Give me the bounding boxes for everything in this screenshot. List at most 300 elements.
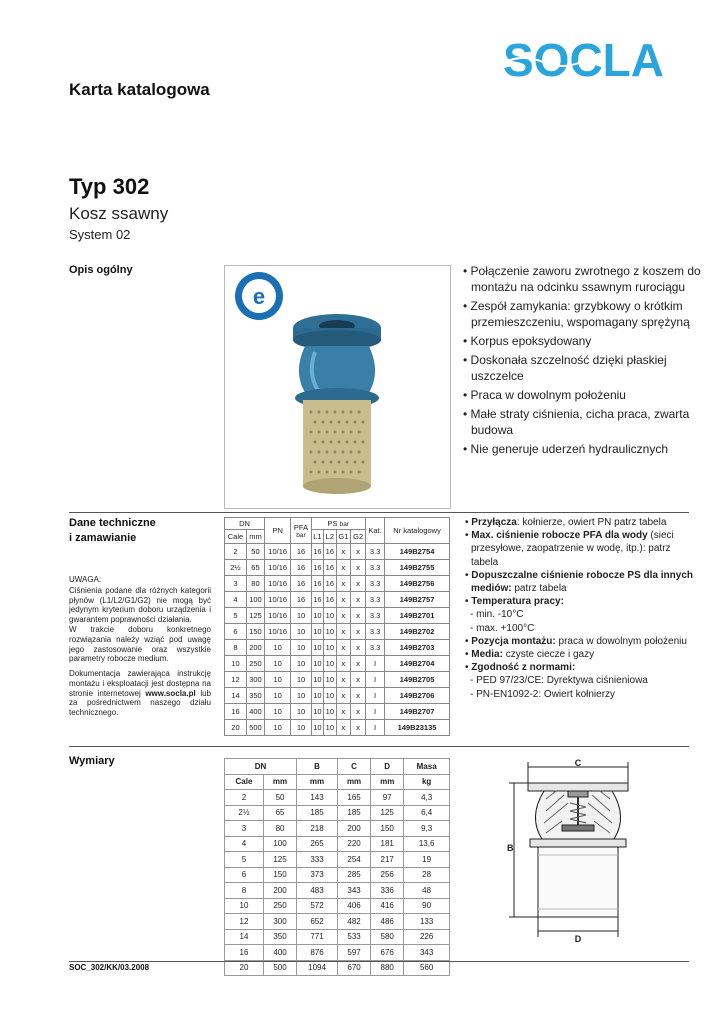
uwaga-paragraph: Ciśnienia podane dla różnych kategorii płynów (L1/L2/G1/G2) nie mogą być jedynym kryterium doboru urządzenia i gwarantem poprawności działania. — [69, 585, 211, 625]
uwaga-title: UWAGA: — [69, 575, 102, 584]
uwaga-note — [69, 575, 211, 664]
th-g2: G2 — [351, 530, 366, 544]
table-row — [225, 720, 450, 736]
dimension-label-c: C — [574, 759, 582, 768]
cell-cale: 4 — [225, 592, 247, 608]
cell-masa: 6,4 — [404, 805, 450, 821]
cell-pfa: 10 — [291, 688, 311, 704]
certification-badge-icon — [235, 272, 283, 320]
valve-cross-section-drawing — [506, 759, 654, 949]
table-row — [225, 852, 450, 868]
cell-masa: 19 — [404, 852, 450, 868]
cell-kat: I — [365, 672, 384, 688]
cell-d: 336 — [371, 883, 404, 899]
cell-l1: 10 — [311, 704, 323, 720]
cell-d: 217 — [371, 852, 404, 868]
section-label-opis: Opis ogólny — [69, 264, 133, 276]
cell-l1: 16 — [311, 544, 323, 560]
cell-cale: 14 — [225, 929, 264, 945]
cell-pfa: 10 — [291, 720, 311, 736]
cell-l2: 10 — [324, 624, 336, 640]
cell-g2: x — [351, 672, 366, 688]
dimension-label-b: B — [507, 843, 514, 853]
cell-pn: 10 — [264, 656, 290, 672]
th-mm: mm — [246, 530, 264, 544]
cell-c: 343 — [337, 883, 370, 899]
cell-g1: x — [336, 656, 351, 672]
cell-cale: 14 — [225, 688, 247, 704]
th-dn: DN — [225, 759, 297, 775]
footer-divider — [69, 961, 689, 962]
cell-b: 652 — [297, 914, 338, 930]
cell-pfa: 10 — [291, 672, 311, 688]
cell-cale: 16 — [225, 945, 264, 961]
cell-l2: 10 — [324, 656, 336, 672]
cell-g2: x — [351, 640, 366, 656]
cell-cale: 10 — [225, 898, 264, 914]
table-row — [225, 560, 450, 576]
socla-logo-mark — [503, 32, 685, 84]
table-row — [225, 544, 450, 560]
cell-l2: 10 — [324, 672, 336, 688]
cell-pfa: 16 — [291, 560, 311, 576]
cell-pfa: 10 — [291, 624, 311, 640]
cell-c: 254 — [337, 852, 370, 868]
cell-mm: 125 — [246, 608, 264, 624]
cell-l2: 10 — [324, 720, 336, 736]
cell-catalog-number: 149B2704 — [385, 656, 450, 672]
table-row — [225, 592, 450, 608]
spec-value: patrz tabela — [511, 583, 567, 595]
cell-masa: 560 — [404, 960, 450, 976]
cell-l2: 16 — [324, 560, 336, 576]
cell-d: 150 — [371, 821, 404, 837]
cell-d: 676 — [371, 945, 404, 961]
th-c: C — [337, 759, 370, 775]
cell-c: 406 — [337, 898, 370, 914]
cell-pn: 10 — [264, 704, 290, 720]
cell-d: 97 — [371, 790, 404, 806]
cell-l2: 10 — [324, 704, 336, 720]
th-pfa — [291, 518, 311, 544]
cell-mm: 250 — [246, 656, 264, 672]
cell-cale: 2½ — [225, 805, 264, 821]
dimension-label-d: D — [574, 934, 582, 944]
documentation-note-text: Dokumentacja zawierająca instrukcję montażu i eksploatacji jest dostępna na stronie internetowej — [69, 669, 211, 698]
cell-catalog-number: 149B2706 — [385, 688, 450, 704]
cell-pn: 10/16 — [264, 624, 290, 640]
cell-catalog-number: 149B2705 — [385, 672, 450, 688]
table-row — [225, 576, 450, 592]
th-ps — [311, 518, 365, 530]
opis-bullet: • Zespół zamykania: grzybkowy o krótkim przemieszczeniu, wspomagany sprężyną — [461, 298, 701, 330]
th-l1: L1 — [311, 530, 323, 544]
th-mm: mm — [297, 774, 338, 790]
table-row — [225, 821, 450, 837]
spec-key: Media: — [471, 649, 503, 661]
cell-mm: 500 — [246, 720, 264, 736]
cell-cale: 5 — [225, 608, 247, 624]
cell-l1: 10 — [311, 640, 323, 656]
cell-cale: 2½ — [225, 560, 247, 576]
cell-l1: 16 — [311, 560, 323, 576]
cell-kat: I — [365, 688, 384, 704]
cell-l1: 10 — [311, 624, 323, 640]
section-label-dane-line2: i zamawianie — [69, 532, 137, 544]
cell-pfa: 16 — [291, 544, 311, 560]
cell-cale: 12 — [225, 672, 247, 688]
cell-g1: x — [336, 720, 351, 736]
cell-pn: 10/16 — [264, 544, 290, 560]
cell-mm: 50 — [246, 544, 264, 560]
opis-bullet-list — [461, 263, 701, 460]
cell-cale: 2 — [225, 544, 247, 560]
th-ps-label: PS — [327, 519, 338, 528]
cell-g2: x — [351, 688, 366, 704]
spec-key: Zgodność z normami: — [471, 662, 576, 674]
cell-kat: 3.3 — [365, 608, 384, 624]
cell-catalog-number: 149B23135 — [385, 720, 450, 736]
th-d: D — [371, 759, 404, 775]
documentation-note-text: lub za pośrednictwem naszego działu technicznego. — [69, 688, 211, 718]
th-pn: PN — [264, 518, 290, 544]
cell-pfa: 10 — [291, 640, 311, 656]
cell-cale: 10 — [225, 656, 247, 672]
opis-bullet: • Doskonała szczelność dzięki płaskiej uszczelce — [461, 352, 701, 384]
cell-b: 483 — [297, 883, 338, 899]
spec-key: Dopuszczalne ciśnienie robocze PS dla innych mediów: — [471, 569, 694, 595]
cell-masa: 13,6 — [404, 836, 450, 852]
technical-specs-list — [463, 516, 698, 701]
cell-g1: x — [336, 624, 351, 640]
cell-b: 218 — [297, 821, 338, 837]
cell-kat: 3.3 — [365, 592, 384, 608]
table-row — [225, 608, 450, 624]
cell-b: 572 — [297, 898, 338, 914]
cell-l1: 10 — [311, 656, 323, 672]
cell-pn: 10/16 — [264, 592, 290, 608]
table-row — [225, 688, 450, 704]
cell-mm: 400 — [246, 704, 264, 720]
cell-d: 486 — [371, 914, 404, 930]
cell-g2: x — [351, 576, 366, 592]
cell-masa: 343 — [404, 945, 450, 961]
cell-masa: 48 — [404, 883, 450, 899]
cell-l2: 16 — [324, 592, 336, 608]
cell-pn: 10 — [264, 640, 290, 656]
cell-catalog-number: 149B2701 — [385, 608, 450, 624]
cell-mm: 500 — [263, 960, 296, 976]
cell-b: 265 — [297, 836, 338, 852]
cell-cale: 8 — [225, 883, 264, 899]
th-kat: Kat. — [365, 518, 384, 544]
cell-cale: 12 — [225, 914, 264, 930]
table-row — [225, 640, 450, 656]
cell-l2: 10 — [324, 688, 336, 704]
cell-mm: 100 — [263, 836, 296, 852]
th-mm: mm — [337, 774, 370, 790]
opis-bullet: • Małe straty ciśnienia, cicha praca, zwarta budowa — [461, 406, 701, 438]
table-row — [225, 945, 450, 961]
cell-masa: 28 — [404, 867, 450, 883]
cell-cale: 5 — [225, 852, 264, 868]
cell-l1: 10 — [311, 720, 323, 736]
cell-pfa: 10 — [291, 656, 311, 672]
th-cale: Cale — [225, 774, 264, 790]
cell-pn: 10 — [264, 720, 290, 736]
table-row — [225, 929, 450, 945]
cell-mm: 125 — [263, 852, 296, 868]
opis-bullet: • Praca w dowolnym położeniu — [461, 387, 701, 403]
th-cale: Cale — [225, 530, 247, 544]
section-label-wymiary: Wymiary — [69, 755, 115, 767]
cell-catalog-number: 149B2702 — [385, 624, 450, 640]
th-l2: L2 — [324, 530, 336, 544]
cell-pn: 10 — [264, 688, 290, 704]
cell-g1: x — [336, 672, 351, 688]
spec-subitem: - PN-EN1092-2: Owiert kołnierzy — [470, 688, 616, 700]
cell-mm: 300 — [246, 672, 264, 688]
spec-value: (sieci przesyłowe, zaopatrzenie w wodę, itp.): patrz tabela — [471, 530, 674, 568]
technical-drawing — [506, 759, 654, 949]
cell-pfa: 16 — [291, 576, 311, 592]
section-label-dane-line1: Dane techniczne — [69, 517, 156, 529]
cell-g1: x — [336, 576, 351, 592]
cell-l2: 16 — [324, 576, 336, 592]
th-pfa-label: PFA — [293, 522, 309, 532]
cell-cale: 8 — [225, 640, 247, 656]
spec-value: praca w dowolnym położeniu — [555, 635, 687, 647]
table-row — [225, 704, 450, 720]
th-mm: mm — [371, 774, 404, 790]
cell-c: 597 — [337, 945, 370, 961]
cell-mm: 65 — [246, 560, 264, 576]
cell-c: 482 — [337, 914, 370, 930]
cell-cale: 2 — [225, 790, 264, 806]
cell-pfa: 10 — [291, 704, 311, 720]
table-row — [225, 656, 450, 672]
cell-c: 185 — [337, 805, 370, 821]
cell-pn: 10/16 — [264, 560, 290, 576]
cell-kat: I — [365, 656, 384, 672]
cell-l1: 16 — [311, 592, 323, 608]
cell-mm: 100 — [246, 592, 264, 608]
cell-mm: 65 — [263, 805, 296, 821]
table-row — [225, 883, 450, 899]
th-dn: DN — [225, 518, 265, 530]
spec-item — [463, 648, 698, 661]
cell-kat: 3.3 — [365, 544, 384, 560]
cell-cale: 3 — [225, 576, 247, 592]
cell-mm: 200 — [246, 640, 264, 656]
spec-key: Max. ciśnienie robocze PFA dla wody — [471, 530, 648, 542]
cell-mm: 250 — [263, 898, 296, 914]
section-divider — [69, 512, 689, 513]
cell-masa: 226 — [404, 929, 450, 945]
cell-g2: x — [351, 592, 366, 608]
section-label-dane — [69, 516, 156, 546]
cell-d: 880 — [371, 960, 404, 976]
spec-value: : kołnierze, owiert PN patrz tabela — [516, 517, 667, 528]
table-row — [225, 867, 450, 883]
cell-masa: 9,3 — [404, 821, 450, 837]
product-photo-illustration — [225, 266, 450, 508]
cell-mm: 50 — [263, 790, 296, 806]
cell-catalog-number: 149B2754 — [385, 544, 450, 560]
th-mm: mm — [263, 774, 296, 790]
cell-b: 333 — [297, 852, 338, 868]
document-code: SOC_302/KK/03.2008 — [69, 963, 150, 972]
cell-cale: 6 — [225, 624, 247, 640]
table-row — [225, 914, 450, 930]
th-nr: Nr katalogowy — [385, 518, 450, 544]
cell-g1: x — [336, 688, 351, 704]
cell-mm: 300 — [263, 914, 296, 930]
spec-item — [463, 595, 698, 608]
cell-catalog-number: 149B2707 — [385, 704, 450, 720]
cell-c: 533 — [337, 929, 370, 945]
document-type-heading: Karta katalogowa — [69, 80, 210, 99]
cell-cale: 4 — [225, 836, 264, 852]
cell-pn: 10/16 — [264, 608, 290, 624]
cell-b: 185 — [297, 805, 338, 821]
th-g1: G1 — [336, 530, 351, 544]
product-subtitle: Kosz ssawny — [69, 204, 169, 223]
cell-g1: x — [336, 544, 351, 560]
uwaga-paragraph: W trakcie doboru konkretnego rozwiązania należy wziąć pod uwagę jego zastosowanie oraz wszystkie parametry robocze medium. — [69, 624, 211, 664]
cell-g2: x — [351, 704, 366, 720]
badge-letter: e — [252, 284, 266, 309]
spec-item — [463, 661, 698, 674]
cell-g1: x — [336, 640, 351, 656]
th-pfa-unit: bar — [296, 531, 306, 539]
product-title: Typ 302 — [69, 174, 150, 199]
cell-g2: x — [351, 624, 366, 640]
spec-subitem: - min. -10°C — [470, 609, 524, 621]
spec-key: Przyłącza — [471, 517, 517, 528]
cell-cale: 6 — [225, 867, 264, 883]
cell-cale: 16 — [225, 704, 247, 720]
spec-subitem: - max. +100°C — [470, 622, 535, 634]
cell-c: 670 — [337, 960, 370, 976]
cell-mm: 350 — [263, 929, 296, 945]
cell-mm: 350 — [246, 688, 264, 704]
cell-g2: x — [351, 608, 366, 624]
cell-catalog-number: 149B2703 — [385, 640, 450, 656]
cell-l2: 10 — [324, 640, 336, 656]
cell-b: 876 — [297, 945, 338, 961]
cell-mm: 400 — [263, 945, 296, 961]
cell-g2: x — [351, 560, 366, 576]
cell-masa: 4,3 — [404, 790, 450, 806]
table-row — [225, 672, 450, 688]
cell-d: 580 — [371, 929, 404, 945]
th-ps-unit: bar — [339, 521, 350, 528]
table-row — [225, 624, 450, 640]
th-kg: kg — [404, 774, 450, 790]
cell-c: 285 — [337, 867, 370, 883]
cell-mm: 200 — [263, 883, 296, 899]
cell-l2: 10 — [324, 608, 336, 624]
cell-kat: 3.3 — [365, 576, 384, 592]
cell-c: 200 — [337, 821, 370, 837]
table-row — [225, 836, 450, 852]
cell-cale: 3 — [225, 821, 264, 837]
socla-logo — [503, 32, 685, 84]
website-link[interactable]: www.socla.pl — [145, 688, 196, 698]
cell-d: 256 — [371, 867, 404, 883]
cell-mm: 150 — [246, 624, 264, 640]
table-row — [225, 898, 450, 914]
documentation-note — [69, 669, 211, 718]
spec-item — [463, 635, 698, 648]
cell-mm: 150 — [263, 867, 296, 883]
cell-kat: I — [365, 720, 384, 736]
table-row — [225, 790, 450, 806]
cell-masa: 133 — [404, 914, 450, 930]
cell-d: 416 — [371, 898, 404, 914]
cell-pn: 10 — [264, 672, 290, 688]
cell-g1: x — [336, 704, 351, 720]
cell-kat: 3.3 — [365, 624, 384, 640]
cell-b: 1094 — [297, 960, 338, 976]
cell-l1: 10 — [311, 672, 323, 688]
cell-g1: x — [336, 592, 351, 608]
cell-kat: 3.3 — [365, 560, 384, 576]
cell-b: 143 — [297, 790, 338, 806]
cell-kat: I — [365, 704, 384, 720]
logo-text: SOCLA — [503, 34, 664, 84]
th-b: B — [297, 759, 338, 775]
spec-key: Temperatura pracy: — [471, 596, 564, 608]
cell-d: 181 — [371, 836, 404, 852]
cell-l1: 16 — [311, 576, 323, 592]
spec-value: czyste ciecze i gazy — [502, 649, 595, 661]
cell-l1: 10 — [311, 608, 323, 624]
product-system: System 02 — [69, 227, 131, 242]
spec-item — [463, 569, 698, 595]
technical-table — [224, 517, 450, 736]
spec-subitem: - PED 97/23/CE: Dyrektywa ciśnieniowa — [470, 675, 648, 687]
spec-item — [463, 516, 698, 529]
table-row — [225, 960, 450, 976]
cell-catalog-number: 149B2756 — [385, 576, 450, 592]
cell-g2: x — [351, 720, 366, 736]
cell-masa: 90 — [404, 898, 450, 914]
spec-item — [463, 529, 698, 569]
cell-b: 373 — [297, 867, 338, 883]
cell-g1: x — [336, 608, 351, 624]
cell-cale: 20 — [225, 960, 264, 976]
cell-catalog-number: 149B2757 — [385, 592, 450, 608]
opis-bullet: • Nie generuje uderzeń hydraulicznych — [461, 441, 701, 457]
cell-d: 125 — [371, 805, 404, 821]
cell-pfa: 16 — [291, 592, 311, 608]
cell-l1: 10 — [311, 688, 323, 704]
cell-cale: 20 — [225, 720, 247, 736]
dimensions-table — [224, 758, 450, 976]
cell-b: 771 — [297, 929, 338, 945]
cell-g2: x — [351, 544, 366, 560]
product-photo — [224, 265, 451, 509]
cell-mm: 80 — [246, 576, 264, 592]
cell-pfa: 10 — [291, 608, 311, 624]
opis-bullet: • Korpus epoksydowany — [461, 333, 701, 349]
cell-pn: 10/16 — [264, 576, 290, 592]
cell-l2: 16 — [324, 544, 336, 560]
cell-kat: 3.3 — [365, 640, 384, 656]
spec-key: Pozycja montażu: — [471, 635, 556, 647]
